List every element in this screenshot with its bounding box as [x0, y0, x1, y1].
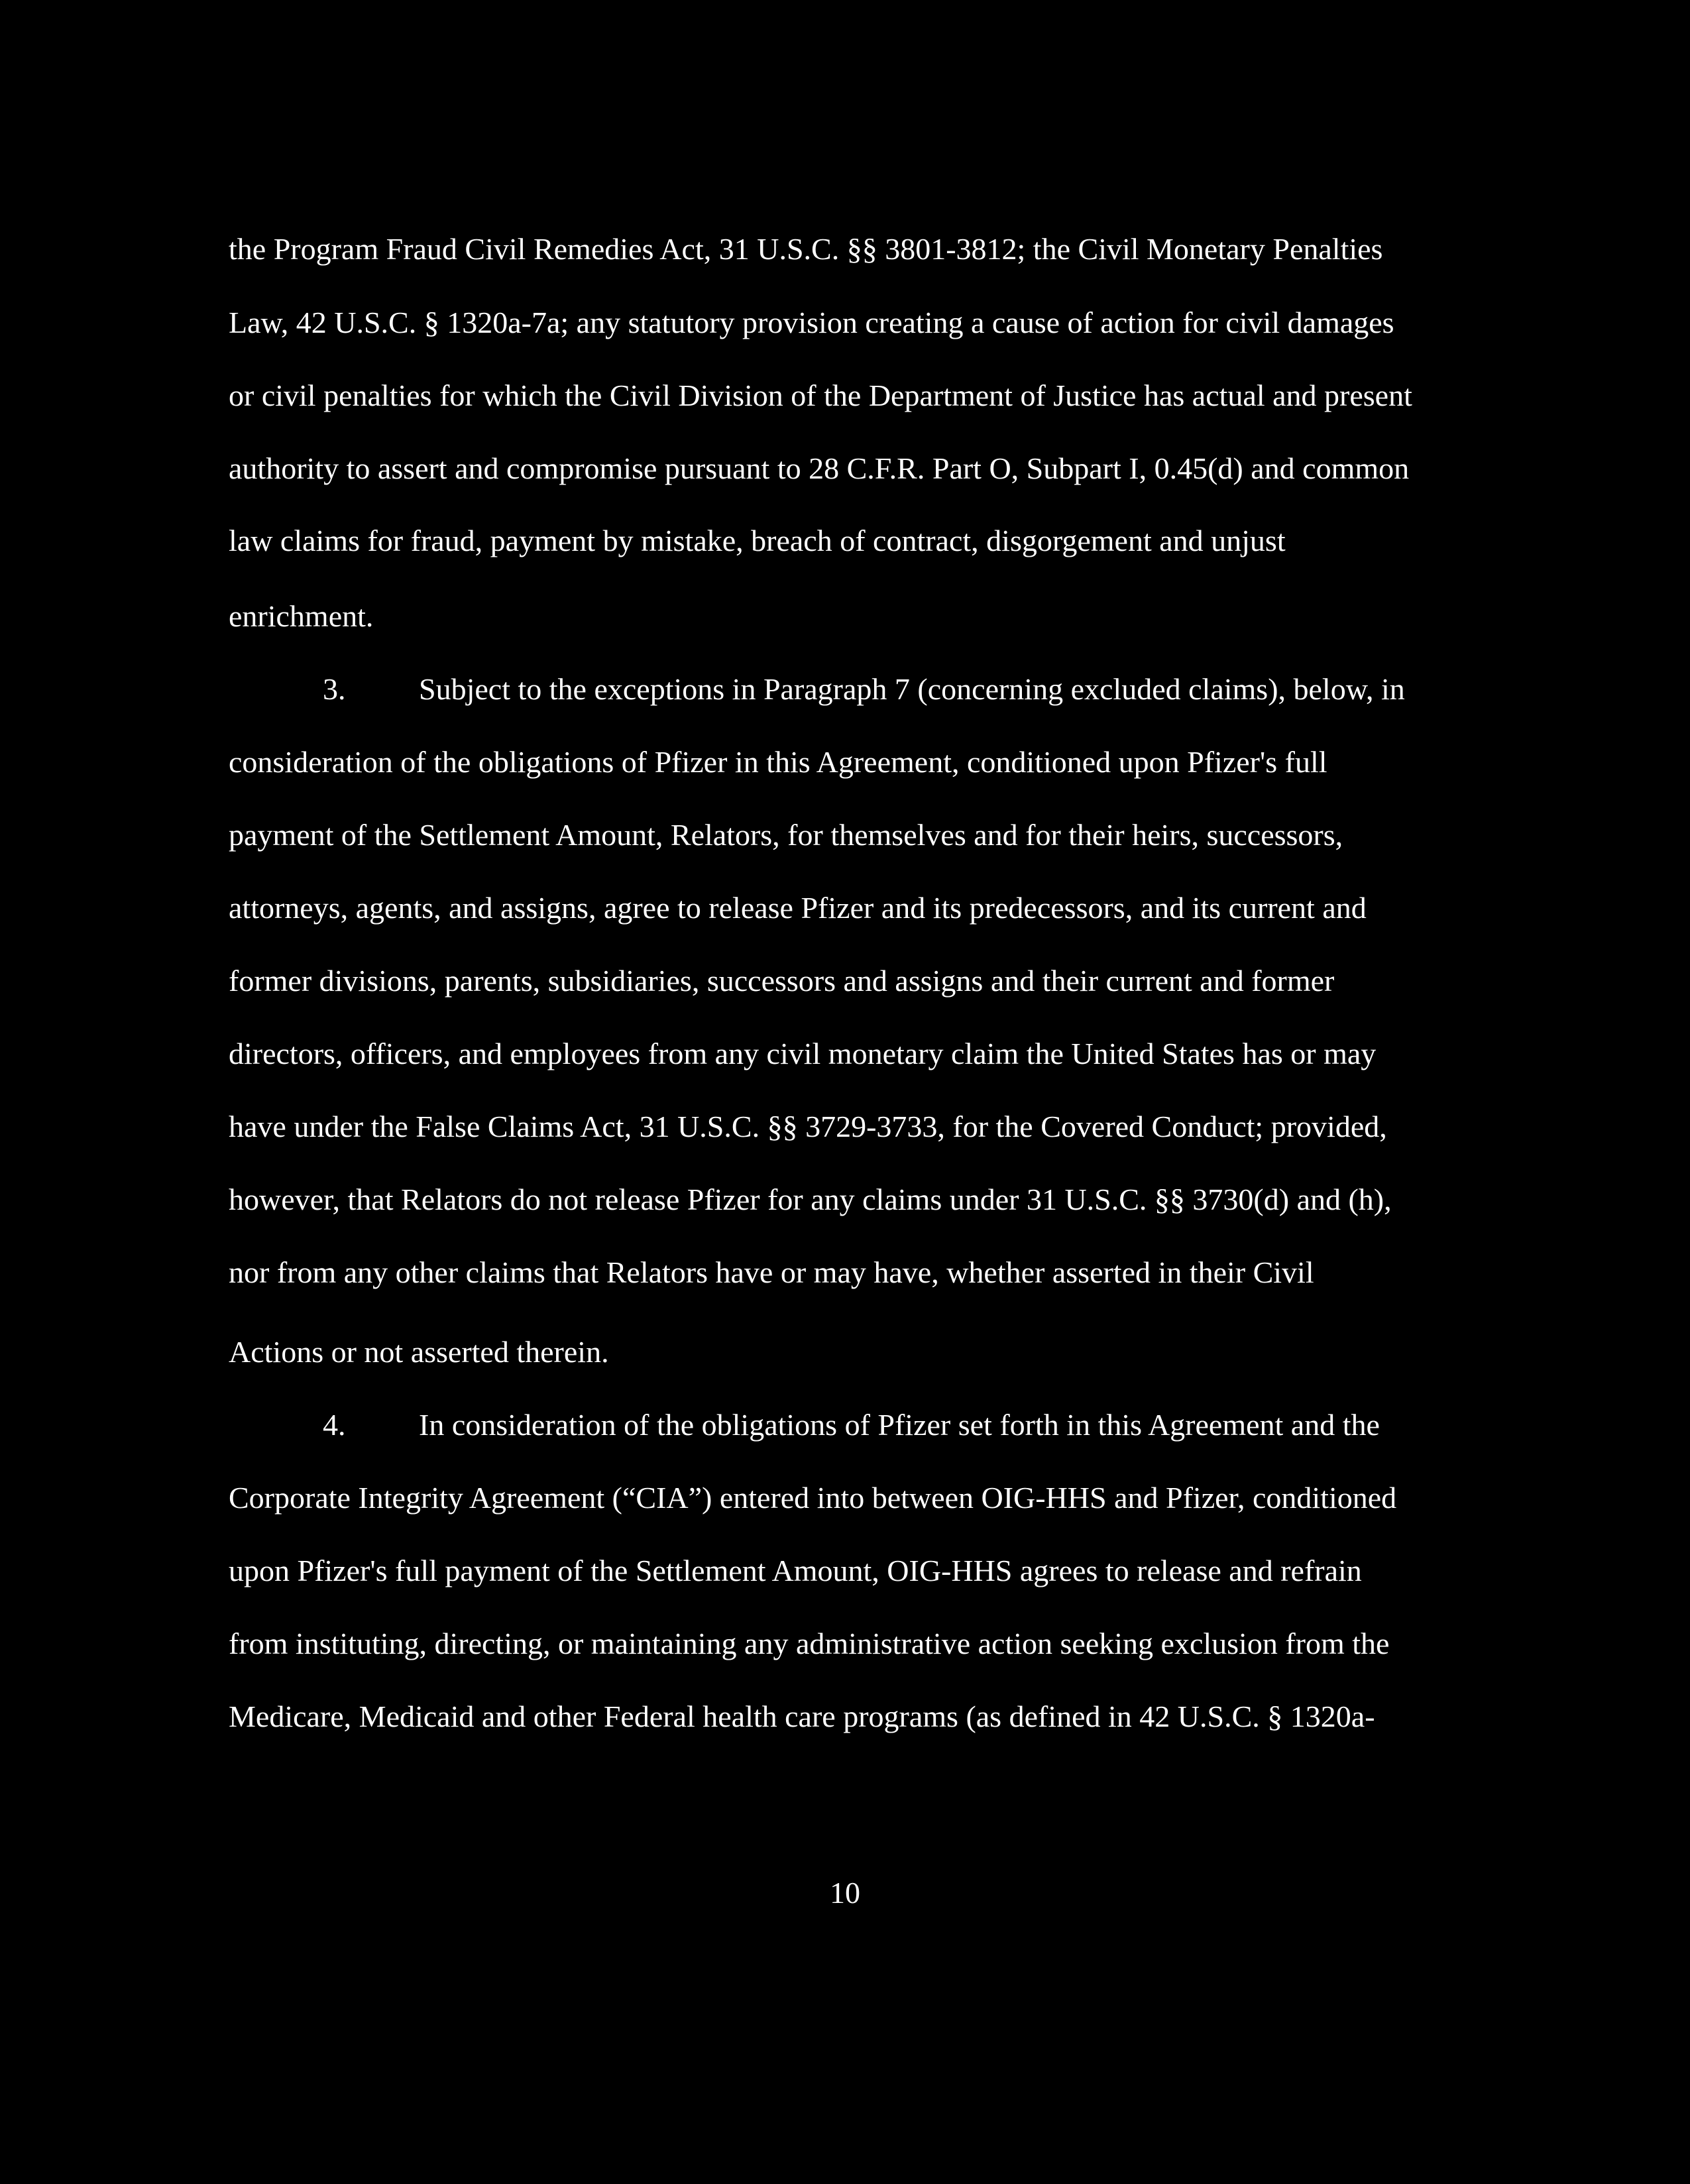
text-line: or civil penalties for which the Civil Division of the Department of Justice has actual and present [229, 378, 1412, 412]
text-line: Corporate Integrity Agreement (“CIA”) entered into between OIG-HHS and Pfizer, conditioned [229, 1481, 1397, 1515]
text-line: from instituting, directing, or maintaining any administrative action seeking exclusion from the [229, 1627, 1390, 1660]
text-line: attorneys, agents, and assigns, agree to release Pfizer and its predecessors, and its current and [229, 891, 1367, 925]
text-line: Law, 42 U.S.C. § 1320a-7a; any statutory provision creating a cause of action for civil damages [229, 306, 1394, 339]
page-number: 10 [830, 1876, 860, 1910]
text-line: law claims for fraud, payment by mistake, breach of contract, disgorgement and unjust [229, 524, 1286, 557]
paragraph-number: 4. [323, 1408, 346, 1442]
text-line: however, that Relators do not release Pfizer for any claims under 31 U.S.C. §§ 3730(d) and (h), [229, 1182, 1392, 1216]
paragraph-number: 3. [323, 672, 346, 706]
text-line: the Program Fraud Civil Remedies Act, 31 U.S.C. §§ 3801-3812; the Civil Monetary Penalties [229, 232, 1383, 266]
text-line: authority to assert and compromise pursuant to 28 C.F.R. Part O, Subpart I, 0.45(d) and common [229, 451, 1410, 485]
text-line: consideration of the obligations of Pfizer in this Agreement, conditioned upon Pfizer's full [229, 745, 1327, 779]
text-line: nor from any other claims that Relators have or may have, whether asserted in their Civil [229, 1255, 1314, 1289]
text-line: Subject to the exceptions in Paragraph 7 (concerning excluded claims), below, in [419, 672, 1405, 706]
text-line: In consideration of the obligations of Pfizer set forth in this Agreement and the [419, 1408, 1380, 1442]
text-line: enrichment. [229, 599, 374, 633]
text-line: directors, officers, and employees from any civil monetary claim the United States has or may [229, 1037, 1377, 1070]
text-line: upon Pfizer's full payment of the Settlement Amount, OIG-HHS agrees to release and refrain [229, 1554, 1362, 1587]
text-line: have under the False Claims Act, 31 U.S.C. §§ 3729-3733, for the Covered Conduct; provided, [229, 1110, 1387, 1143]
text-line: Medicare, Medicaid and other Federal health care programs (as defined in 42 U.S.C. § 1320a- [229, 1699, 1375, 1733]
text-line: Actions or not asserted therein. [229, 1335, 609, 1369]
text-line: former divisions, parents, subsidiaries, successors and assigns and their current and former [229, 964, 1335, 998]
text-line: payment of the Settlement Amount, Relators, for themselves and for their heirs, successors, [229, 818, 1343, 852]
